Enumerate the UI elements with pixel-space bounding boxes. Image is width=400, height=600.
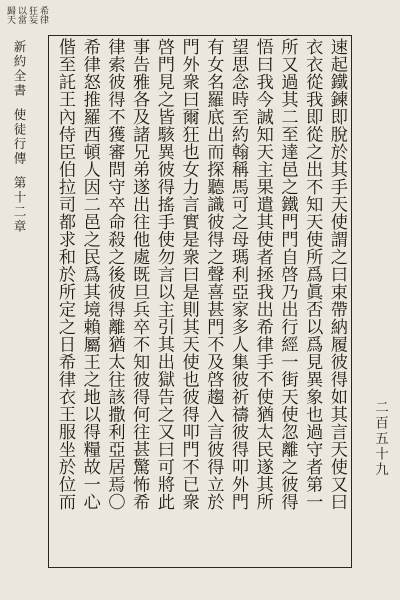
- running-book: 使徒行傳: [12, 108, 27, 166]
- text-frame: [48, 35, 352, 568]
- text-column-10: 律索彼得不獲審問守卒命殺之後彼得離猶太往該撒利亞居焉〇: [104, 38, 125, 511]
- marginal-heading-col-1: 希律: [38, 6, 48, 24]
- text-column-9: 事告雅各及諸兄弟遂出往他處既旦兵卒不知彼得何往甚驚怖希: [129, 38, 150, 511]
- marginal-heading-col-4: 歸天: [5, 6, 15, 24]
- running-header: [10, 40, 28, 340]
- text-column-12: 偕至託王內侍臣伯拉司都求和於所定之日希律衣王服坐於位而: [55, 38, 75, 511]
- body-text: [53, 38, 348, 564]
- text-column-2: 衣衣從我即從之出不知天使所爲眞否以爲見異象也過守者第一: [302, 38, 323, 511]
- text-column-4: 悟曰我今誠知天主果遣其使者拯我出希律手不使猶太民遂其所: [252, 38, 273, 511]
- marginal-heading-col-2: 狂妄: [27, 6, 37, 24]
- text-column-8: 啓門見之皆駭異彼得搖手使勿言以主引其出獄告之又曰可將此: [153, 38, 174, 511]
- running-title: 新約全書: [12, 40, 27, 98]
- text-column-11: 希律怒推羅西頓人因二邑之民爲其境賴屬王之地以得糧故一心: [79, 38, 100, 511]
- text-column-3: 所又過其二至達邑之鐵門門自啓乃出行經一街天使忽離之彼得: [277, 38, 298, 511]
- running-chapter: 第十二章: [12, 176, 27, 234]
- text-column-7: 門外衆曰爾狂也女力言實是衆曰是則其天使也彼得叩門不已衆: [178, 38, 199, 511]
- page-number: 二百五十九: [372, 400, 388, 478]
- marginal-heading-col-3: 以當: [16, 6, 26, 24]
- text-column-5: 望思念時至約翰稱馬可之母瑪利亞家多人集彼祈禱彼得叩外門: [228, 38, 249, 511]
- text-column-1: 速起鐵鍊即脫於其手天使謂之曰束帶納履彼得如其言天使又曰: [326, 38, 347, 511]
- text-column-6: 有女名羅底出而探聽識彼得之聲喜甚門不及啓趨入言彼得立於: [203, 38, 224, 511]
